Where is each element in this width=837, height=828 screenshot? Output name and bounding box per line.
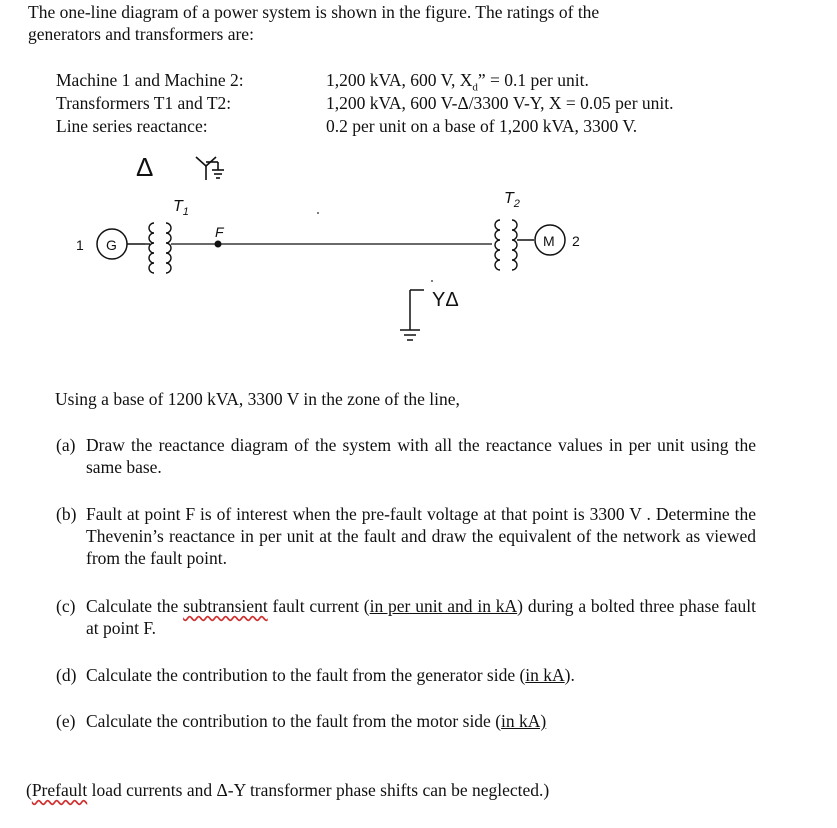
spec-label-transformers: Transformers T1 and T2: bbox=[56, 93, 232, 113]
fault-label: F bbox=[215, 224, 224, 240]
question-c-label: (c) bbox=[56, 596, 76, 616]
question-c bbox=[56, 595, 756, 639]
prompt-text: Using a base of 1200 kVA, 3300 V in the zone of the line, bbox=[55, 389, 460, 409]
question-d-post: ). bbox=[564, 665, 575, 685]
question-c-subtransient: subtransient bbox=[183, 596, 268, 616]
question-c-pre: Calculate the bbox=[86, 596, 184, 616]
spec-value-machines-pre: 1,200 kVA, 600 V, X bbox=[326, 70, 473, 90]
question-e-label: (e) bbox=[56, 711, 76, 731]
spec-label-line: Line series reactance: bbox=[56, 116, 208, 136]
speck-2 bbox=[431, 280, 433, 282]
footnote bbox=[26, 779, 549, 801]
question-d-pre: Calculate the contribution to the fault from the generator side ( bbox=[86, 665, 526, 685]
one-line-diagram bbox=[0, 140, 837, 370]
question-c-units: in per unit and in kA bbox=[369, 596, 518, 616]
grounded-wye-symbol bbox=[196, 157, 224, 180]
motor-symbol: M bbox=[543, 233, 555, 249]
footnote-rest: load currents and Δ-Y transformer phase shifts can be neglected.) bbox=[87, 780, 550, 800]
spec-label-machines: Machine 1 and Machine 2: bbox=[56, 70, 244, 90]
wye-delta-label: YΔ bbox=[432, 289, 459, 311]
question-b bbox=[56, 503, 756, 569]
footnote-prefault: Prefault bbox=[31, 780, 88, 800]
question-e-units: in kA) bbox=[501, 711, 547, 731]
spec-value-machines-post: ” = 0.1 per unit. bbox=[477, 70, 589, 90]
question-c-post: ) during a bolted three phase fault at point F. bbox=[86, 596, 757, 638]
intro-paragraph bbox=[28, 1, 788, 45]
transformer-t2 bbox=[495, 220, 534, 270]
question-e bbox=[56, 710, 756, 732]
question-c-mid: fault current ( bbox=[267, 596, 370, 616]
footnote-open: ( bbox=[26, 780, 32, 800]
generator-symbol: G bbox=[106, 237, 117, 253]
question-e-text bbox=[86, 710, 756, 732]
question-d bbox=[56, 664, 756, 686]
t1-label: $T_1$ bbox=[173, 198, 189, 218]
question-c-text bbox=[86, 595, 756, 639]
question-a-label: (a) bbox=[56, 435, 76, 455]
spec-value-line: 0.2 per unit on a base of 1,200 kVA, 3300 V. bbox=[326, 116, 638, 136]
spec-value-machines-sub: d bbox=[472, 81, 478, 94]
question-e-pre: Calculate the contribution to the fault from the motor side ( bbox=[86, 711, 502, 731]
transformer-t1 bbox=[145, 223, 171, 273]
question-d-label: (d) bbox=[56, 665, 77, 685]
motor-number: 2 bbox=[572, 233, 580, 249]
speck bbox=[317, 212, 319, 214]
t2-label: $T_2$ bbox=[504, 190, 520, 210]
intro-line-2: generators and transformers are: bbox=[28, 24, 254, 44]
wye-delta-ground-symbol bbox=[400, 290, 424, 340]
generator-number: 1 bbox=[76, 237, 84, 253]
intro-line-1: The one-line diagram of a power system is shown in the figure. The ratings of the bbox=[28, 2, 600, 22]
delta-winding-symbol: Δ bbox=[136, 152, 154, 182]
fault-point bbox=[215, 241, 222, 248]
spec-value-transformers: 1,200 kVA, 600 V-Δ/3300 V-Y, X = 0.05 per unit. bbox=[326, 93, 674, 113]
question-d-text bbox=[86, 664, 756, 686]
question-b-text: Fault at point F is of interest when the pre-fault voltage at that point is 3300 V . Determine the Thevenin’s reactance in per unit at the fault and draw the equivalent of the network as viewed from the fault point. bbox=[86, 504, 756, 568]
question-b-label: (b) bbox=[56, 504, 77, 524]
question-d-units: in kA bbox=[525, 665, 565, 685]
question-a bbox=[56, 434, 756, 478]
question-a-text: Draw the reactance diagram of the system with all the reactance values in per unit using the same base. bbox=[86, 435, 756, 477]
